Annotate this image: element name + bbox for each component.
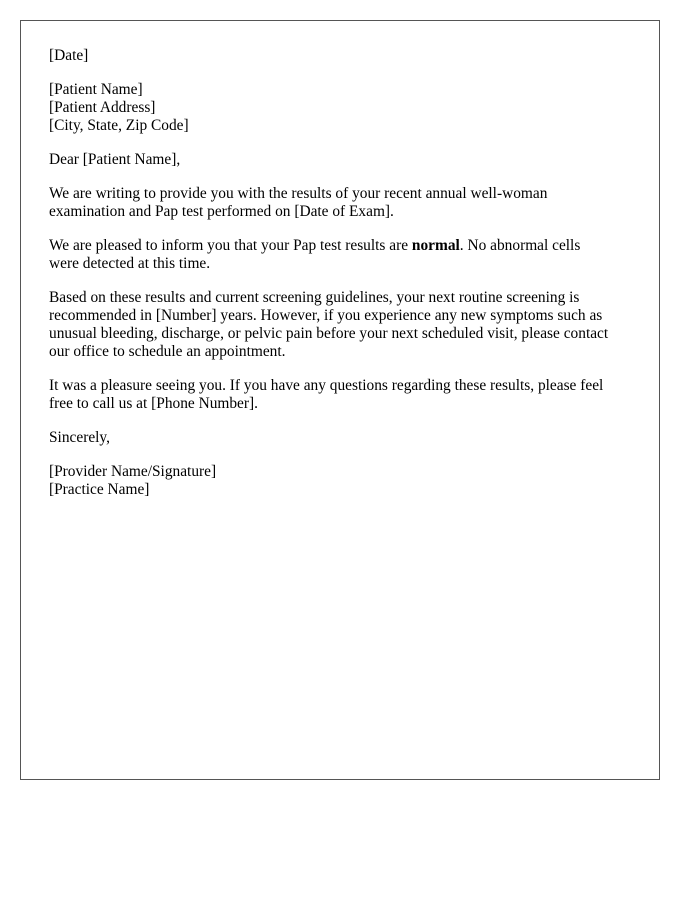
paragraph-intro-line: We are writing to provide you with the results of your recent annual well-woman <box>49 185 548 202</box>
patient-city-state-zip: [City, State, Zip Code] <box>49 117 189 134</box>
paragraph-intro-line: examination and Pap test performed on [Date of Exam]. <box>49 203 394 220</box>
salutation-text: Dear [Patient Name], <box>49 151 181 168</box>
results-text-before: We are pleased to inform you that your Pap test results are <box>49 237 412 254</box>
letter-page <box>20 20 660 780</box>
paragraph-screening-line: recommended in [Number] years. However, if you experience any new symptoms such as <box>49 307 603 324</box>
paragraph-contact <box>49 377 631 413</box>
paragraph-results <box>49 237 631 273</box>
patient-address: [Patient Address] <box>49 99 156 116</box>
paragraph-screening-line: unusual bleeding, discharge, or pelvic pain before your next scheduled visit, please contact <box>49 325 609 342</box>
patient-address-block <box>49 81 631 135</box>
paragraph-contact-line: free to call us at [Phone Number]. <box>49 395 258 412</box>
signature-block <box>49 463 631 499</box>
paragraph-results-line: were detected at this time. <box>49 255 211 272</box>
paragraph-screening-line: Based on these results and current screening guidelines, your next routine screening is <box>49 289 580 306</box>
provider-signature: [Provider Name/Signature] <box>49 463 217 480</box>
paragraph-contact-line: It was a pleasure seeing you. If you have any questions regarding these results, please feel <box>49 377 604 394</box>
paragraph-screening <box>49 289 631 361</box>
patient-name: [Patient Name] <box>49 81 143 98</box>
date-text: [Date] <box>49 47 89 64</box>
results-normal-emphasis: normal <box>411 237 460 254</box>
paragraph-screening-line: our office to schedule an appointment. <box>49 343 286 360</box>
practice-name: [Practice Name] <box>49 481 150 498</box>
closing <box>49 429 631 447</box>
salutation <box>49 151 631 169</box>
results-text-after: . No abnormal cells <box>459 237 581 254</box>
closing-text: Sincerely, <box>49 429 110 446</box>
paragraph-intro <box>49 185 631 221</box>
paragraph-results-line <box>49 237 631 255</box>
letter-date <box>49 47 631 65</box>
